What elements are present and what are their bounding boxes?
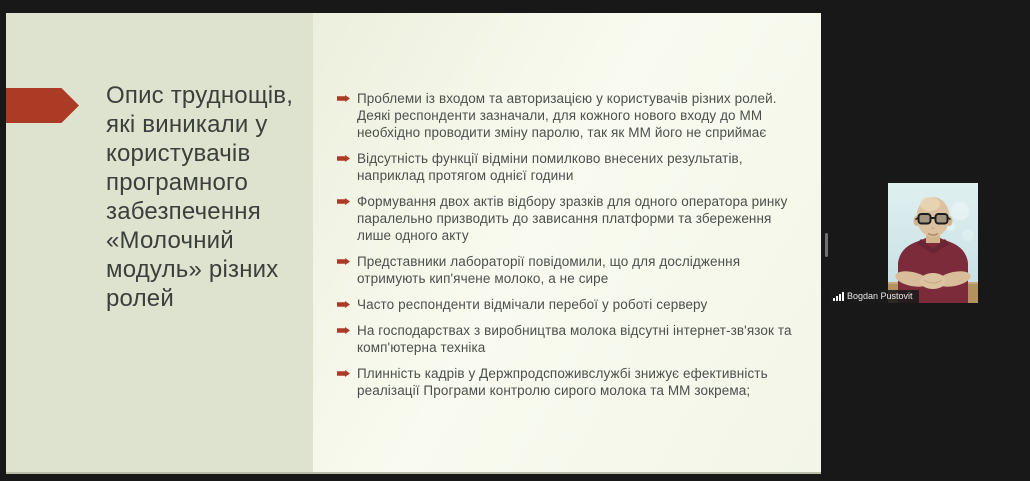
panel-resize-handle[interactable] xyxy=(825,233,828,257)
participant-name-tag xyxy=(830,290,919,303)
bullet-text: Часто респонденти відмічали перебої у роботі серверу xyxy=(357,297,708,312)
bullet-arrow-icon xyxy=(337,327,350,334)
bullet-list xyxy=(313,13,821,399)
bullet-arrow-icon xyxy=(337,198,350,205)
bullet-arrow-icon xyxy=(337,370,350,377)
bullet-text: Проблеми із входом та авторизацією у користувачів різних ролей. Деякі респонденти зазначали, для кожного нового входу до ММ необхідно проводити зміну паролю, так як ММ його не сприймає xyxy=(357,91,777,140)
bullet-text: Формування двох актів відбору зразків для одного оператора ринку паралельно призводить до зависання платформи та збереження лише одного акту xyxy=(357,194,788,243)
bullet-arrow-icon xyxy=(337,95,350,102)
list-item xyxy=(337,193,803,244)
list-item xyxy=(337,365,803,399)
bullet-arrow-icon xyxy=(337,258,350,265)
slide-title-panel xyxy=(6,13,313,472)
slide-content-panel xyxy=(313,13,821,472)
bullet-text: Представники лабораторії повідомили, що для дослідження отримують кип'ячене молоко, а не сире xyxy=(357,254,741,286)
audio-level-bars-icon xyxy=(833,292,844,301)
list-item xyxy=(337,296,803,313)
bullet-text: На господарствах з виробництва молока відсутні інтернет-зв'язок та комп'ютерна техніка xyxy=(357,323,792,355)
list-item xyxy=(337,90,803,141)
bullet-text: Відсутність функції відміни помилково внесених результатів, наприклад протягом однієї години xyxy=(357,151,743,183)
bullet-arrow-icon xyxy=(337,301,350,308)
participant-video[interactable] xyxy=(888,183,978,303)
participant-name: Bogdan Pustovit xyxy=(847,291,913,301)
list-item xyxy=(337,253,803,287)
bullet-text: Плинність кадрів у Держпродспоживслужбі знижує ефективність реалізації Програми контролю сирого молока та ММ зокрема; xyxy=(357,366,768,398)
shared-slide xyxy=(6,13,821,474)
webcam-feed xyxy=(888,183,978,303)
list-item xyxy=(337,322,803,356)
slide-title: Опис труднощів, які виникали у користувачів програмного забезпечення «Молочний модуль» різних ролей xyxy=(106,82,294,312)
list-item xyxy=(337,150,803,184)
arrow-decoration xyxy=(6,88,79,123)
bullet-arrow-icon xyxy=(337,155,350,162)
